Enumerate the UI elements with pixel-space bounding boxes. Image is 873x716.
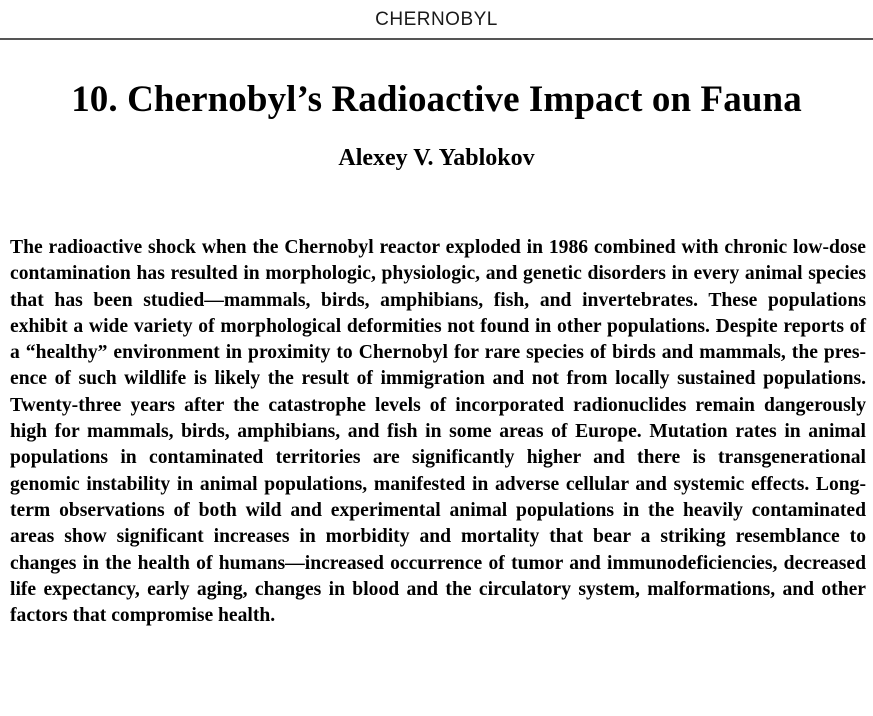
abstract-paragraph: The radioactive shock when the Chernobyl reactor exploded in 1986 combined with chronic low-dose contamination has resulted in morphologic, physiologic, and genetic disorders in every animal species that has been studied—mammals, birds, amphibians, fish, and invertebrates. These populations exhibit a wide variety of morphological deformities not found in other populations. Despite reports of a “healthy” environment in proximity to Chernobyl for rare species of birds and mammals, the presence of such wildlife is likely the result of immigration and not from locally sustained populations. Twenty-three years after the catastrophe levels of incorporated radionuclides remain dangerously high for mammals, birds, amphibians, and fish in some areas of Europe. Mutation rates in animal populations in contaminated territories are significantly higher and there is transgenerational genomic instability in animal populations, manifested in adverse cellular and systemic effects. Long-term observations of both wild and experimental animal populations in the heavily contaminated areas show significant increases in morbidity and mortality that bear a striking resemblance to changes in the health of humans—increased occurrence of tumor and immunodeficiencies, decreased life expectancy, early aging, changes in blood and the circulatory system, malformations, and other factors that compromise health. bbox=[10, 237, 866, 627]
author-name: Alexey V. Yablokov bbox=[338, 145, 535, 171]
header-rule bbox=[0, 38, 873, 40]
chapter-title: 10. Chernobyl’s Radioactive Impact on Fauna bbox=[71, 79, 802, 120]
running-header: CHERNOBYL bbox=[375, 9, 498, 30]
